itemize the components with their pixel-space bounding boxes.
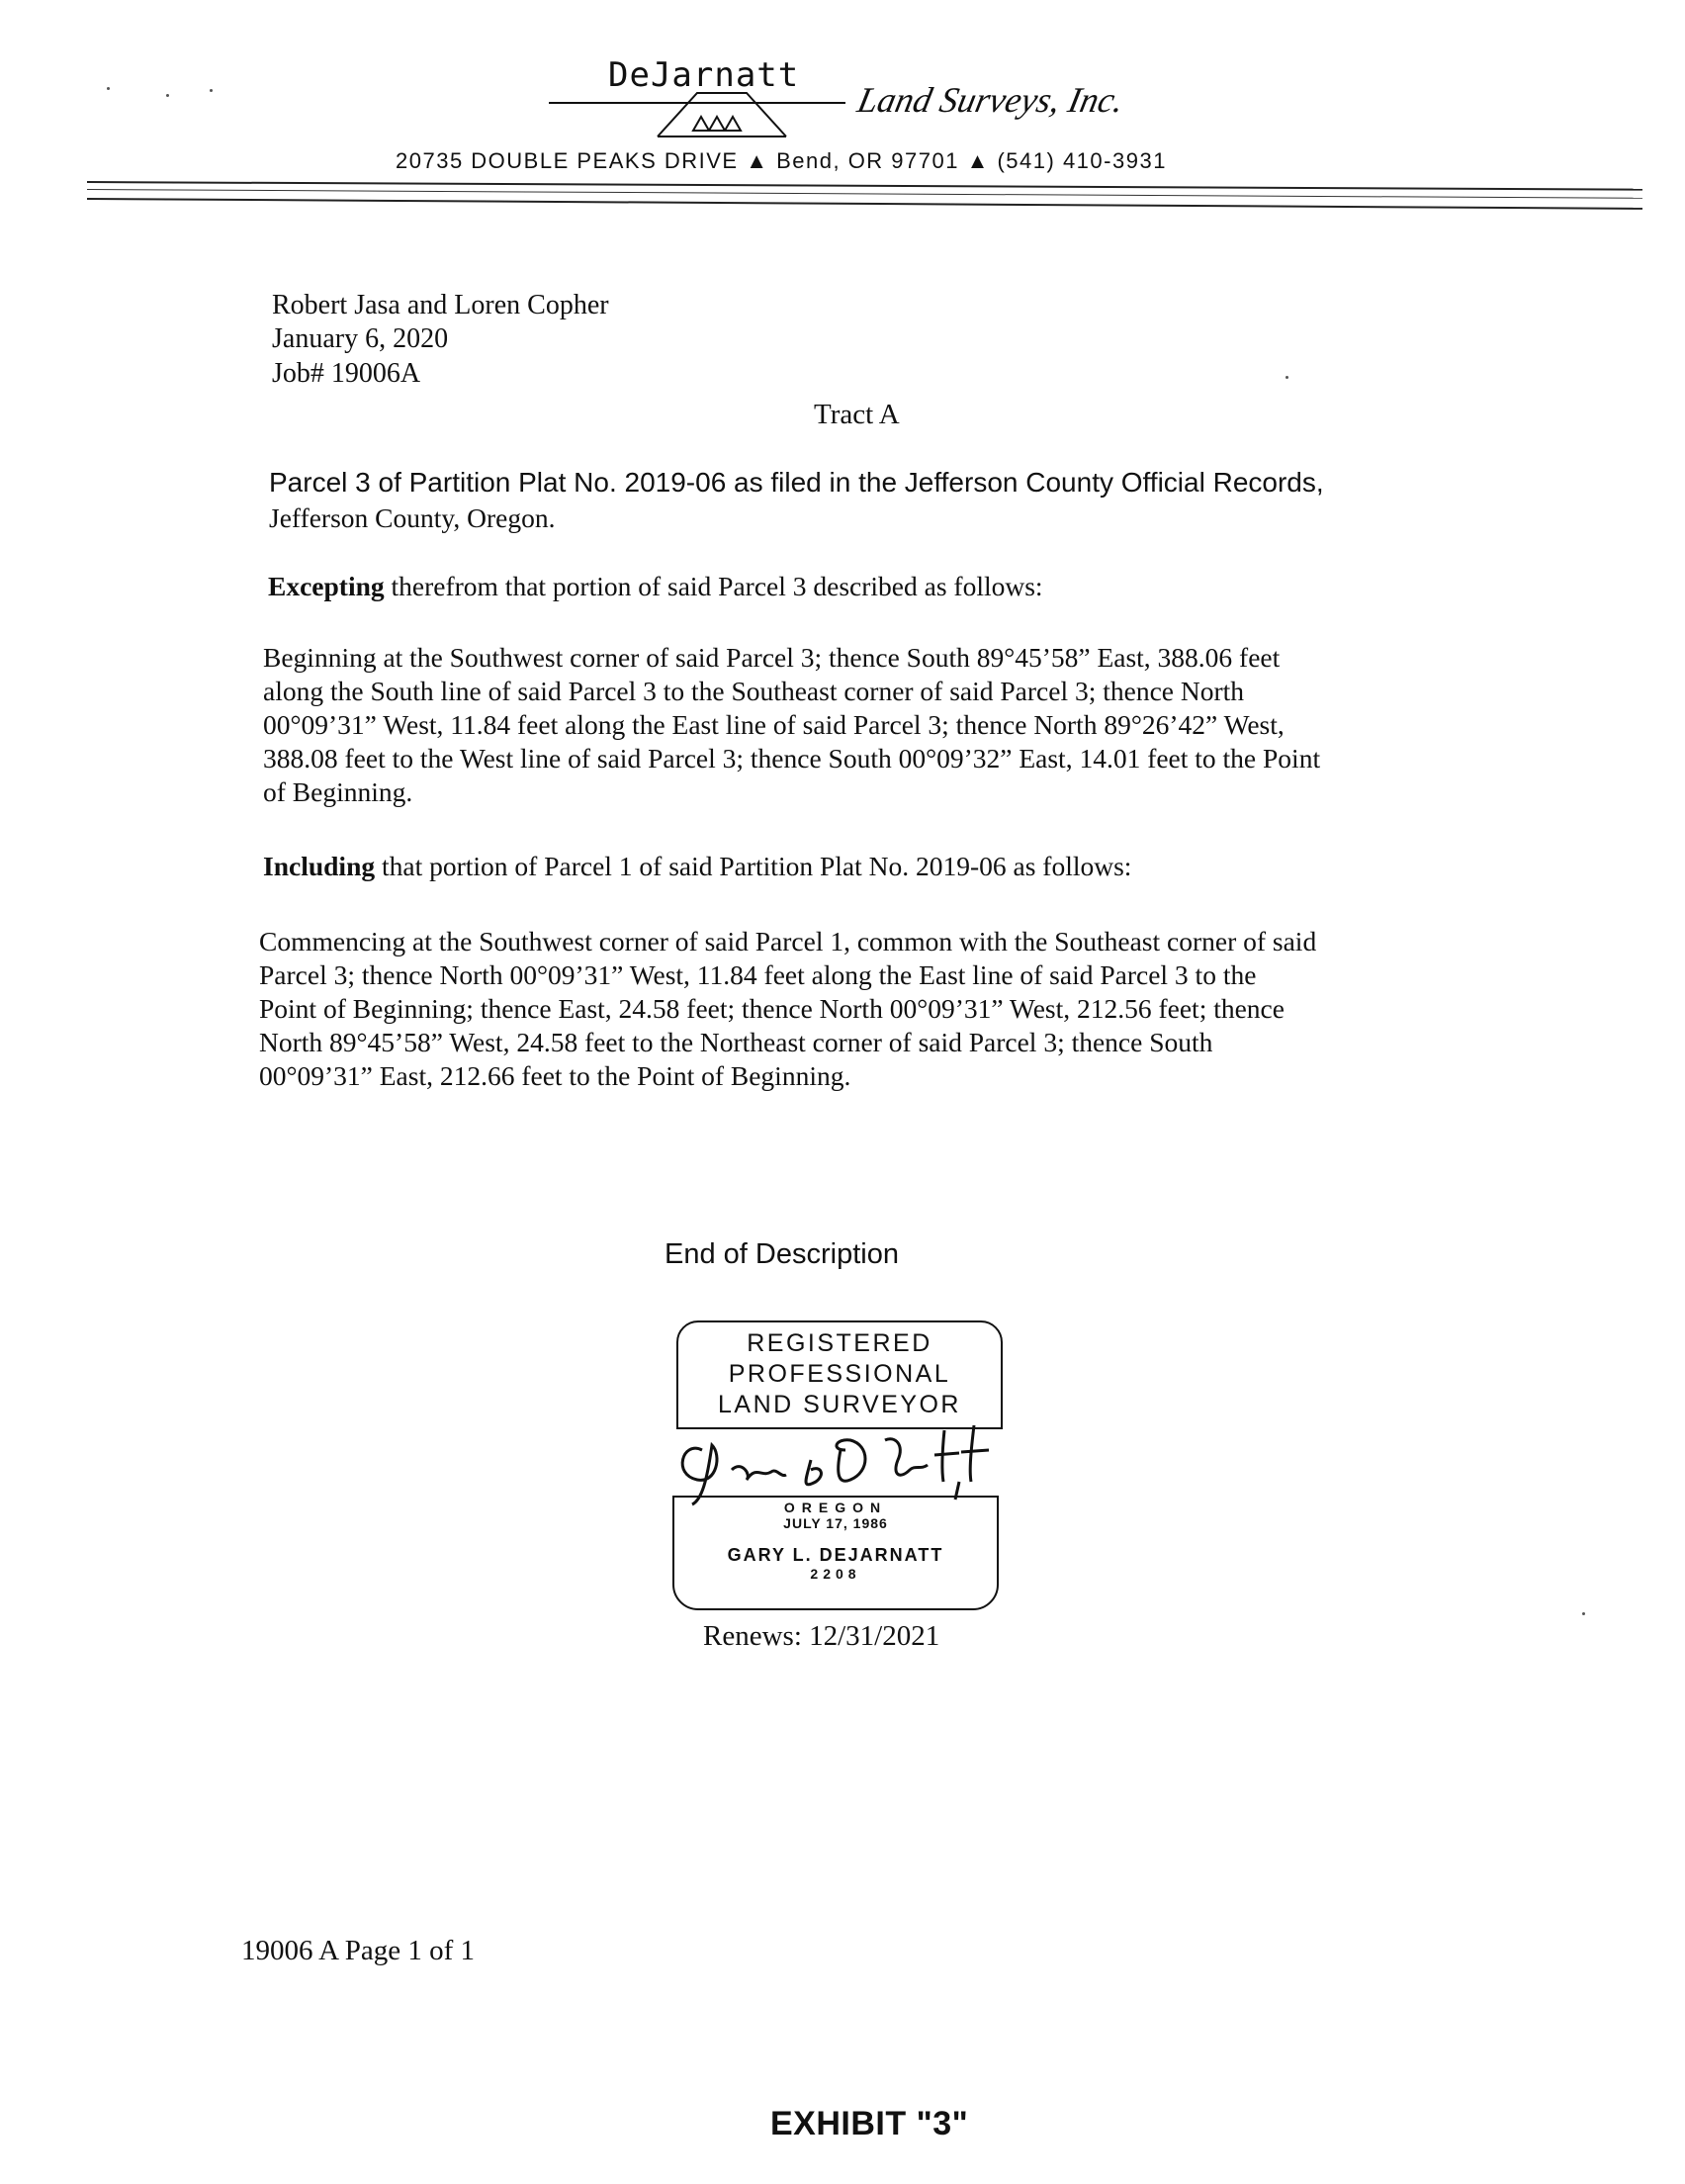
paragraph-line: 00°09’31” West, 11.84 feet along the East line of said Parcel 3; thence North 89°26’42” West, [263, 709, 1285, 740]
scan-speck [107, 87, 110, 90]
company-name: DeJarnatt [608, 55, 800, 95]
paragraph-line: Jefferson County, Oregon. [269, 502, 556, 533]
paragraph-parcel [269, 465, 1456, 536]
paragraph-text: that portion of Parcel 1 of said Partition Plat No. 2019-06 as follows: [375, 851, 1132, 881]
job-number: Job# 19006A [272, 358, 421, 389]
scan-speck [1286, 376, 1288, 379]
paragraph-line: Parcel 3 of Partition Plat No. 2019-06 as filed in the Jefferson County Official Records, [269, 467, 1324, 498]
exhibit-label: EXHIBIT "3" [770, 2105, 969, 2142]
excepting-label: Excepting [268, 571, 385, 601]
paragraph-line: Commencing at the Southwest corner of said Parcel 1, common with the Southeast corner of said [259, 926, 1317, 956]
company-address: 20735 DOUBLE PEAKS DRIVE ▲ Bend, OR 97701 ▲ (541) 410-3931 [396, 148, 1167, 173]
paragraph-beginning [263, 641, 1450, 809]
document-title: Tract A [814, 399, 900, 430]
letterhead [0, 0, 1685, 237]
paragraph-line: of Beginning. [263, 776, 413, 807]
scan-speck [210, 89, 213, 92]
letter-date: January 6, 2020 [272, 323, 449, 354]
stamp-surveyor-name: GARY L. DEJARNATT [727, 1545, 944, 1565]
surveyor-stamp-bottom [672, 1496, 999, 1610]
surveyor-stamp-top [676, 1320, 1003, 1429]
stamp-line: PROFESSIONAL [728, 1360, 951, 1388]
paragraph-line: 388.08 feet to the West line of said Parcel 3; thence South 00°09’32” East, 14.01 feet to the Point [263, 743, 1321, 774]
paragraph-line: along the South line of said Parcel 3 to the Southeast corner of said Parcel 3; thence North [263, 676, 1245, 706]
paragraph-line: Parcel 3; thence North 00°09’31” West, 11.84 feet along the East line of said Parcel 3 to the [259, 959, 1257, 990]
paragraph-line: North 89°45’58” West, 24.58 feet to the Northeast corner of said Parcel 3; thence South [259, 1027, 1213, 1057]
paragraph-including [263, 849, 1450, 884]
including-label: Including [263, 851, 376, 881]
paragraph-commencing [259, 925, 1446, 1093]
scan-speck [1582, 1612, 1585, 1615]
paragraph-line: Point of Beginning; thence East, 24.58 feet; thence North 00°09’31” West, 212.56 feet; thence [259, 993, 1285, 1024]
stamp-line: REGISTERED [747, 1329, 932, 1357]
letterhead-rule [87, 181, 1642, 191]
stamp-state: OREGON [783, 1500, 888, 1515]
page-number: 19006 A Page 1 of 1 [241, 1935, 476, 1966]
end-of-description: End of Description [665, 1238, 899, 1270]
letterhead-rule [87, 189, 1642, 199]
renewal-date: Renews: 12/31/2021 [703, 1620, 940, 1652]
recipient: Robert Jasa and Loren Copher [272, 290, 609, 320]
stamp-date: JULY 17, 1986 [783, 1515, 888, 1531]
paragraph-text: therefrom that portion of said Parcel 3 described as follows: [384, 571, 1043, 601]
scan-speck [166, 94, 169, 97]
stamp-license-number: 2208 [810, 1566, 861, 1582]
company-script-name: Land Surveys, Inc. [853, 80, 1128, 120]
stamp-line: LAND SURVEYOR [718, 1391, 961, 1418]
letterhead-rule [87, 198, 1642, 210]
paragraph-line: 00°09’31” East, 212.66 feet to the Point of Beginning. [259, 1060, 851, 1091]
paragraph-excepting [268, 569, 1455, 604]
paragraph-line: Beginning at the Southwest corner of said Parcel 3; thence South 89°45’58” East, 388.06 feet [263, 642, 1281, 673]
